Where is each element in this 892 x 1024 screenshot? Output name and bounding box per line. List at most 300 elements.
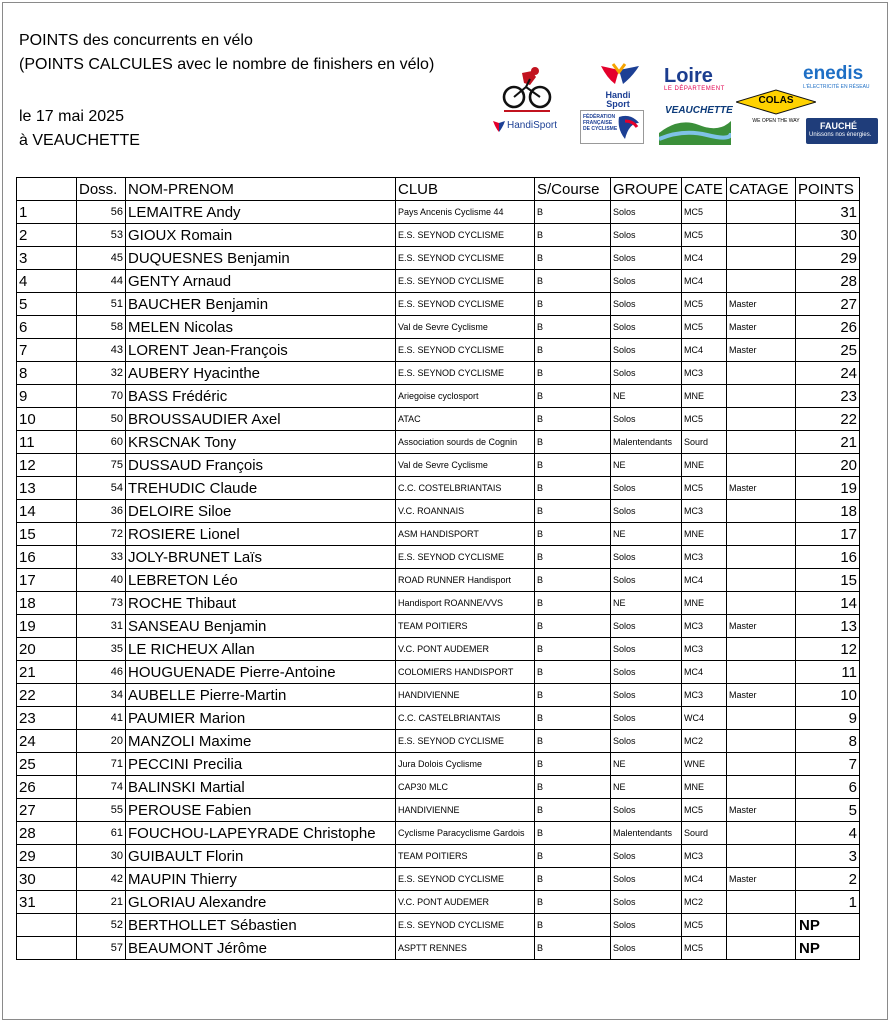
cell-club: E.S. SEYNOD CYCLISME xyxy=(396,546,535,569)
handisport-logo-top xyxy=(595,62,641,108)
cell-club: Ariegoise cyclosport xyxy=(396,385,535,408)
header-catage: CATAGE xyxy=(727,178,796,201)
cell-groupe: NE xyxy=(611,523,682,546)
cell-points: 19 xyxy=(796,477,860,500)
cell-club: C.C. COSTELBRIANTAIS xyxy=(396,477,535,500)
cell-points: 31 xyxy=(796,201,860,224)
cell-club: Handisport ROANNE/VVS xyxy=(396,592,535,615)
cell-catage xyxy=(727,270,796,293)
cell-rank: 25 xyxy=(17,753,77,776)
cell-club: ASPTT RENNES xyxy=(396,937,535,960)
cell-scourse: B xyxy=(535,201,611,224)
cell-scourse: B xyxy=(535,592,611,615)
cell-name: ROCHE Thibaut xyxy=(126,592,396,615)
cell-cate: MC3 xyxy=(682,500,727,523)
cell-name: TREHUDIC Claude xyxy=(126,477,396,500)
veauchette-wordmark: VEAUCHETTE xyxy=(665,105,733,116)
cell-catage xyxy=(727,523,796,546)
cell-doss: 32 xyxy=(77,362,126,385)
cell-doss: 72 xyxy=(77,523,126,546)
cell-catage xyxy=(727,569,796,592)
cell-cate: MC3 xyxy=(682,615,727,638)
table-row xyxy=(17,661,860,684)
cell-points: 28 xyxy=(796,270,860,293)
cell-name: BERTHOLLET Sébastien xyxy=(126,914,396,937)
cell-club: ATAC xyxy=(396,408,535,431)
cell-catage: Master xyxy=(727,799,796,822)
cell-groupe: Solos xyxy=(611,247,682,270)
cell-cate: MNE xyxy=(682,776,727,799)
cell-name: BALINSKI Martial xyxy=(126,776,396,799)
cell-groupe: Solos xyxy=(611,914,682,937)
cell-cate: Sourd xyxy=(682,431,727,454)
cell-points: 9 xyxy=(796,707,860,730)
cell-doss: 74 xyxy=(77,776,126,799)
cell-rank: 20 xyxy=(17,638,77,661)
cell-cate: WC4 xyxy=(682,707,727,730)
cell-points: 12 xyxy=(796,638,860,661)
cell-doss: 36 xyxy=(77,500,126,523)
cell-catage xyxy=(727,707,796,730)
cell-name: HOUGUENADE Pierre-Antoine xyxy=(126,661,396,684)
cell-club: C.C. CASTELBRIANTAIS xyxy=(396,707,535,730)
cell-scourse: B xyxy=(535,408,611,431)
cell-catage xyxy=(727,891,796,914)
cell-club: V.C. PONT AUDEMER xyxy=(396,891,535,914)
table-row xyxy=(17,914,860,937)
cell-catage: Master xyxy=(727,868,796,891)
handisport-word-1: Handi xyxy=(605,90,631,100)
cell-cate: MNE xyxy=(682,385,727,408)
cell-doss: 55 xyxy=(77,799,126,822)
cell-name: GLORIAU Alexandre xyxy=(126,891,396,914)
cell-scourse: B xyxy=(535,753,611,776)
cell-club: E.S. SEYNOD CYCLISME xyxy=(396,247,535,270)
cell-doss: 73 xyxy=(77,592,126,615)
cell-club: Jura Dolois Cyclisme xyxy=(396,753,535,776)
cell-catage xyxy=(727,408,796,431)
veauchette-logo xyxy=(659,103,731,145)
table-row xyxy=(17,799,860,822)
cell-points: 7 xyxy=(796,753,860,776)
cell-cate: MNE xyxy=(682,454,727,477)
table-row xyxy=(17,684,860,707)
table-row xyxy=(17,753,860,776)
cell-scourse: B xyxy=(535,661,611,684)
cell-cate: MC5 xyxy=(682,408,727,431)
cell-scourse: B xyxy=(535,569,611,592)
cell-scourse: B xyxy=(535,454,611,477)
cell-name: DUSSAUD François xyxy=(126,454,396,477)
cell-doss: 41 xyxy=(77,707,126,730)
header-points: POINTS xyxy=(796,178,860,201)
cell-name: SANSEAU Benjamin xyxy=(126,615,396,638)
cell-points: 11 xyxy=(796,661,860,684)
cell-points: 5 xyxy=(796,799,860,822)
cell-groupe: Solos xyxy=(611,638,682,661)
table-row xyxy=(17,776,860,799)
cell-doss: 40 xyxy=(77,569,126,592)
cell-cate: MC3 xyxy=(682,845,727,868)
table-row xyxy=(17,822,860,845)
cell-club: Val de Sevre Cyclisme xyxy=(396,454,535,477)
fauche-subtitle: Unissons nos énergies. xyxy=(809,132,872,138)
cell-rank: 14 xyxy=(17,500,77,523)
cell-cate: MC4 xyxy=(682,569,727,592)
cell-rank: 28 xyxy=(17,822,77,845)
fauche-wordmark: FAUCHÉ xyxy=(820,121,858,131)
table-row xyxy=(17,339,860,362)
cell-rank: 11 xyxy=(17,431,77,454)
header-doss: Doss. xyxy=(77,178,126,201)
cell-doss: 42 xyxy=(77,868,126,891)
cell-points: 26 xyxy=(796,316,860,339)
cell-rank: 2 xyxy=(17,224,77,247)
ffc-logo xyxy=(580,110,644,144)
cell-club: E.S. SEYNOD CYCLISME xyxy=(396,868,535,891)
cell-points: 24 xyxy=(796,362,860,385)
cell-rank: 15 xyxy=(17,523,77,546)
colas-logo xyxy=(736,88,816,128)
cell-groupe: NE xyxy=(611,776,682,799)
header-cate: CATE xyxy=(682,178,727,201)
cell-cate: MC5 xyxy=(682,293,727,316)
cell-catage: Master xyxy=(727,477,796,500)
cell-points: 22 xyxy=(796,408,860,431)
cell-rank: 19 xyxy=(17,615,77,638)
cell-cate: MC4 xyxy=(682,868,727,891)
cell-name: DELOIRE Siloe xyxy=(126,500,396,523)
header-name: NOM-PRENOM xyxy=(126,178,396,201)
cell-cate: MC5 xyxy=(682,201,727,224)
cell-rank xyxy=(17,937,77,960)
cell-rank: 30 xyxy=(17,868,77,891)
cell-doss: 20 xyxy=(77,730,126,753)
cell-groupe: Solos xyxy=(611,707,682,730)
handisport-logo-bottom xyxy=(492,115,568,137)
cell-scourse: B xyxy=(535,500,611,523)
cell-groupe: Solos xyxy=(611,293,682,316)
cell-scourse: B xyxy=(535,385,611,408)
cell-name: MELEN Nicolas xyxy=(126,316,396,339)
cell-groupe: NE xyxy=(611,753,682,776)
table-row xyxy=(17,891,860,914)
cell-catage xyxy=(727,661,796,684)
ffc-emblem-icon xyxy=(615,113,641,143)
cell-cate: MC5 xyxy=(682,316,727,339)
cell-cate: MC4 xyxy=(682,661,727,684)
handisport-bottom-wordmark: HandiSport xyxy=(507,120,558,131)
cell-doss: 75 xyxy=(77,454,126,477)
table-row xyxy=(17,201,860,224)
cell-rank: 27 xyxy=(17,799,77,822)
cell-cate: MC3 xyxy=(682,546,727,569)
cell-cate: MC5 xyxy=(682,799,727,822)
cell-catage xyxy=(727,454,796,477)
cell-scourse: B xyxy=(535,937,611,960)
title-line-1: POINTS des concurrents en vélo xyxy=(19,32,253,49)
cell-name: BROUSSAUDIER Axel xyxy=(126,408,396,431)
table-row xyxy=(17,546,860,569)
cell-rank: 24 xyxy=(17,730,77,753)
cell-club: E.S. SEYNOD CYCLISME xyxy=(396,914,535,937)
cell-rank: 3 xyxy=(17,247,77,270)
cell-rank: 6 xyxy=(17,316,77,339)
cell-name: BASS Frédéric xyxy=(126,385,396,408)
cell-scourse: B xyxy=(535,316,611,339)
cell-club: ASM HANDISPORT xyxy=(396,523,535,546)
cell-club: ROAD RUNNER Handisport xyxy=(396,569,535,592)
cell-points: 6 xyxy=(796,776,860,799)
cell-points: NP xyxy=(796,937,860,960)
cell-doss: 71 xyxy=(77,753,126,776)
cell-rank: 12 xyxy=(17,454,77,477)
cell-catage xyxy=(727,776,796,799)
cell-groupe: Solos xyxy=(611,201,682,224)
cell-doss: 61 xyxy=(77,822,126,845)
header-club: CLUB xyxy=(396,178,535,201)
table-row xyxy=(17,431,860,454)
loire-subtitle: LE DÉPARTEMENT xyxy=(664,86,725,92)
cell-name: JOLY-BRUNET Laïs xyxy=(126,546,396,569)
cell-catage xyxy=(727,845,796,868)
table-row xyxy=(17,293,860,316)
cell-catage xyxy=(727,201,796,224)
cell-rank: 13 xyxy=(17,477,77,500)
cell-cate: MNE xyxy=(682,523,727,546)
table-row xyxy=(17,224,860,247)
cell-scourse: B xyxy=(535,224,611,247)
cell-doss: 31 xyxy=(77,615,126,638)
cell-groupe: Solos xyxy=(611,937,682,960)
cell-doss: 44 xyxy=(77,270,126,293)
fauche-logo xyxy=(806,118,878,144)
cell-points: 13 xyxy=(796,615,860,638)
cell-points: 20 xyxy=(796,454,860,477)
title-line-2: (POINTS CALCULES avec le nombre de finishers en vélo) xyxy=(19,56,435,73)
cell-scourse: B xyxy=(535,822,611,845)
cell-name: LEBRETON Léo xyxy=(126,569,396,592)
cell-points: 14 xyxy=(796,592,860,615)
cell-points: 3 xyxy=(796,845,860,868)
cell-club: HANDIVIENNE xyxy=(396,684,535,707)
cell-scourse: B xyxy=(535,270,611,293)
cell-club: Val de Sevre Cyclisme xyxy=(396,316,535,339)
cell-scourse: B xyxy=(535,615,611,638)
cell-name: PECCINI Precilia xyxy=(126,753,396,776)
cell-rank: 5 xyxy=(17,293,77,316)
cell-groupe: NE xyxy=(611,385,682,408)
cell-points: 16 xyxy=(796,546,860,569)
ffc-line-1: FÉDÉRATION xyxy=(583,114,616,120)
cell-points: 18 xyxy=(796,500,860,523)
enedis-wordmark: enedis xyxy=(803,63,864,84)
cell-name: MAUPIN Thierry xyxy=(126,868,396,891)
cell-catage xyxy=(727,914,796,937)
table-row xyxy=(17,408,860,431)
cell-cate: Sourd xyxy=(682,822,727,845)
cell-name: GENTY Arnaud xyxy=(126,270,396,293)
cell-cate: MC5 xyxy=(682,937,727,960)
cell-cate: MNE xyxy=(682,592,727,615)
loire-departement-logo xyxy=(664,66,728,96)
cell-points: 10 xyxy=(796,684,860,707)
cell-club: V.C. PONT AUDEMER xyxy=(396,638,535,661)
cell-club: TEAM POITIERS xyxy=(396,615,535,638)
cell-points: 15 xyxy=(796,569,860,592)
cell-points: 27 xyxy=(796,293,860,316)
cell-scourse: B xyxy=(535,891,611,914)
cell-club: E.S. SEYNOD CYCLISME xyxy=(396,339,535,362)
cell-rank: 18 xyxy=(17,592,77,615)
cell-club: V.C. ROANNAIS xyxy=(396,500,535,523)
cell-cate: MC4 xyxy=(682,339,727,362)
cell-rank: 9 xyxy=(17,385,77,408)
cell-groupe: Solos xyxy=(611,684,682,707)
cell-doss: 30 xyxy=(77,845,126,868)
cell-scourse: B xyxy=(535,845,611,868)
cell-points: NP xyxy=(796,914,860,937)
table-row xyxy=(17,316,860,339)
cell-cate: MC5 xyxy=(682,224,727,247)
cell-rank: 17 xyxy=(17,569,77,592)
cell-groupe: Solos xyxy=(611,477,682,500)
cell-scourse: B xyxy=(535,362,611,385)
cell-name: BAUCHER Benjamin xyxy=(126,293,396,316)
cell-name: KRSCNAK Tony xyxy=(126,431,396,454)
event-info xyxy=(19,105,140,153)
table-row xyxy=(17,707,860,730)
cell-scourse: B xyxy=(535,546,611,569)
table-row xyxy=(17,247,860,270)
cell-cate: MC5 xyxy=(682,914,727,937)
cell-scourse: B xyxy=(535,247,611,270)
cell-groupe: Solos xyxy=(611,730,682,753)
cell-club: Pays Ancenis Cyclisme 44 xyxy=(396,201,535,224)
colas-subtitle: WE OPEN THE WAY xyxy=(752,118,800,124)
cell-points: 1 xyxy=(796,891,860,914)
cell-name: PEROUSE Fabien xyxy=(126,799,396,822)
cell-cate: MC3 xyxy=(682,638,727,661)
cell-catage: Master xyxy=(727,316,796,339)
cell-club: TEAM POITIERS xyxy=(396,845,535,868)
table-row xyxy=(17,569,860,592)
cell-groupe: Solos xyxy=(611,891,682,914)
cell-groupe: NE xyxy=(611,592,682,615)
cell-rank: 31 xyxy=(17,891,77,914)
cell-catage xyxy=(727,822,796,845)
cell-doss: 54 xyxy=(77,477,126,500)
cell-rank xyxy=(17,914,77,937)
cell-groupe: Malentendants xyxy=(611,431,682,454)
cell-scourse: B xyxy=(535,707,611,730)
cell-rank: 10 xyxy=(17,408,77,431)
cell-scourse: B xyxy=(535,730,611,753)
table-row xyxy=(17,500,860,523)
ffc-line-2: FRANÇAISE xyxy=(583,120,613,126)
cell-name: PAUMIER Marion xyxy=(126,707,396,730)
cell-cate: MC5 xyxy=(682,477,727,500)
cell-rank: 21 xyxy=(17,661,77,684)
cell-scourse: B xyxy=(535,638,611,661)
table-row xyxy=(17,362,860,385)
cell-club: COLOMIERS HANDISPORT xyxy=(396,661,535,684)
cell-catage xyxy=(727,431,796,454)
cell-name: LE RICHEUX Allan xyxy=(126,638,396,661)
cell-catage xyxy=(727,592,796,615)
cell-club: Cyclisme Paracyclisme Gardois xyxy=(396,822,535,845)
table-row xyxy=(17,730,860,753)
cell-groupe: Solos xyxy=(611,224,682,247)
results-table xyxy=(16,177,860,960)
cell-cate: WNE xyxy=(682,753,727,776)
cell-catage: Master xyxy=(727,339,796,362)
cell-club: E.S. SEYNOD CYCLISME xyxy=(396,362,535,385)
cell-groupe: Solos xyxy=(611,661,682,684)
cell-scourse: B xyxy=(535,868,611,891)
cell-club: Association sourds de Cognin xyxy=(396,431,535,454)
results-body xyxy=(17,201,860,960)
cell-rank: 26 xyxy=(17,776,77,799)
cell-catage: Master xyxy=(727,293,796,316)
cell-name: MANZOLI Maxime xyxy=(126,730,396,753)
cell-scourse: B xyxy=(535,914,611,937)
cell-rank: 8 xyxy=(17,362,77,385)
handisport-hand-icon xyxy=(595,62,641,86)
cell-cate: MC3 xyxy=(682,362,727,385)
cell-cate: MC2 xyxy=(682,891,727,914)
cell-groupe: Malentendants xyxy=(611,822,682,845)
table-row xyxy=(17,868,860,891)
table-row xyxy=(17,385,860,408)
cell-rank: 22 xyxy=(17,684,77,707)
cell-rank: 7 xyxy=(17,339,77,362)
cell-cate: MC3 xyxy=(682,684,727,707)
cell-groupe: Solos xyxy=(611,569,682,592)
cell-groupe: Solos xyxy=(611,845,682,868)
cell-catage xyxy=(727,362,796,385)
cell-name: BEAUMONT Jérôme xyxy=(126,937,396,960)
cell-catage xyxy=(727,638,796,661)
cell-doss: 34 xyxy=(77,684,126,707)
document-title xyxy=(19,29,434,77)
cell-doss: 70 xyxy=(77,385,126,408)
cell-doss: 43 xyxy=(77,339,126,362)
cell-points: 29 xyxy=(796,247,860,270)
table-row xyxy=(17,477,860,500)
cell-name: FOUCHOU-LAPEYRADE Christophe xyxy=(126,822,396,845)
ffc-line-3: DE CYCLISME xyxy=(583,126,618,132)
cell-rank: 4 xyxy=(17,270,77,293)
cell-scourse: B xyxy=(535,477,611,500)
cell-club: HANDIVIENNE xyxy=(396,799,535,822)
cell-points: 25 xyxy=(796,339,860,362)
cell-rank: 1 xyxy=(17,201,77,224)
cell-scourse: B xyxy=(535,523,611,546)
cell-points: 8 xyxy=(796,730,860,753)
cell-scourse: B xyxy=(535,431,611,454)
cell-points: 2 xyxy=(796,868,860,891)
cell-points: 21 xyxy=(796,431,860,454)
cell-groupe: Solos xyxy=(611,615,682,638)
handisport-word-2: Sport xyxy=(606,99,630,109)
cell-rank: 16 xyxy=(17,546,77,569)
cell-points: 17 xyxy=(796,523,860,546)
cell-doss: 52 xyxy=(77,914,126,937)
cell-club: CAP30 MLC xyxy=(396,776,535,799)
loire-wordmark: Loire xyxy=(664,65,713,87)
cell-catage xyxy=(727,937,796,960)
